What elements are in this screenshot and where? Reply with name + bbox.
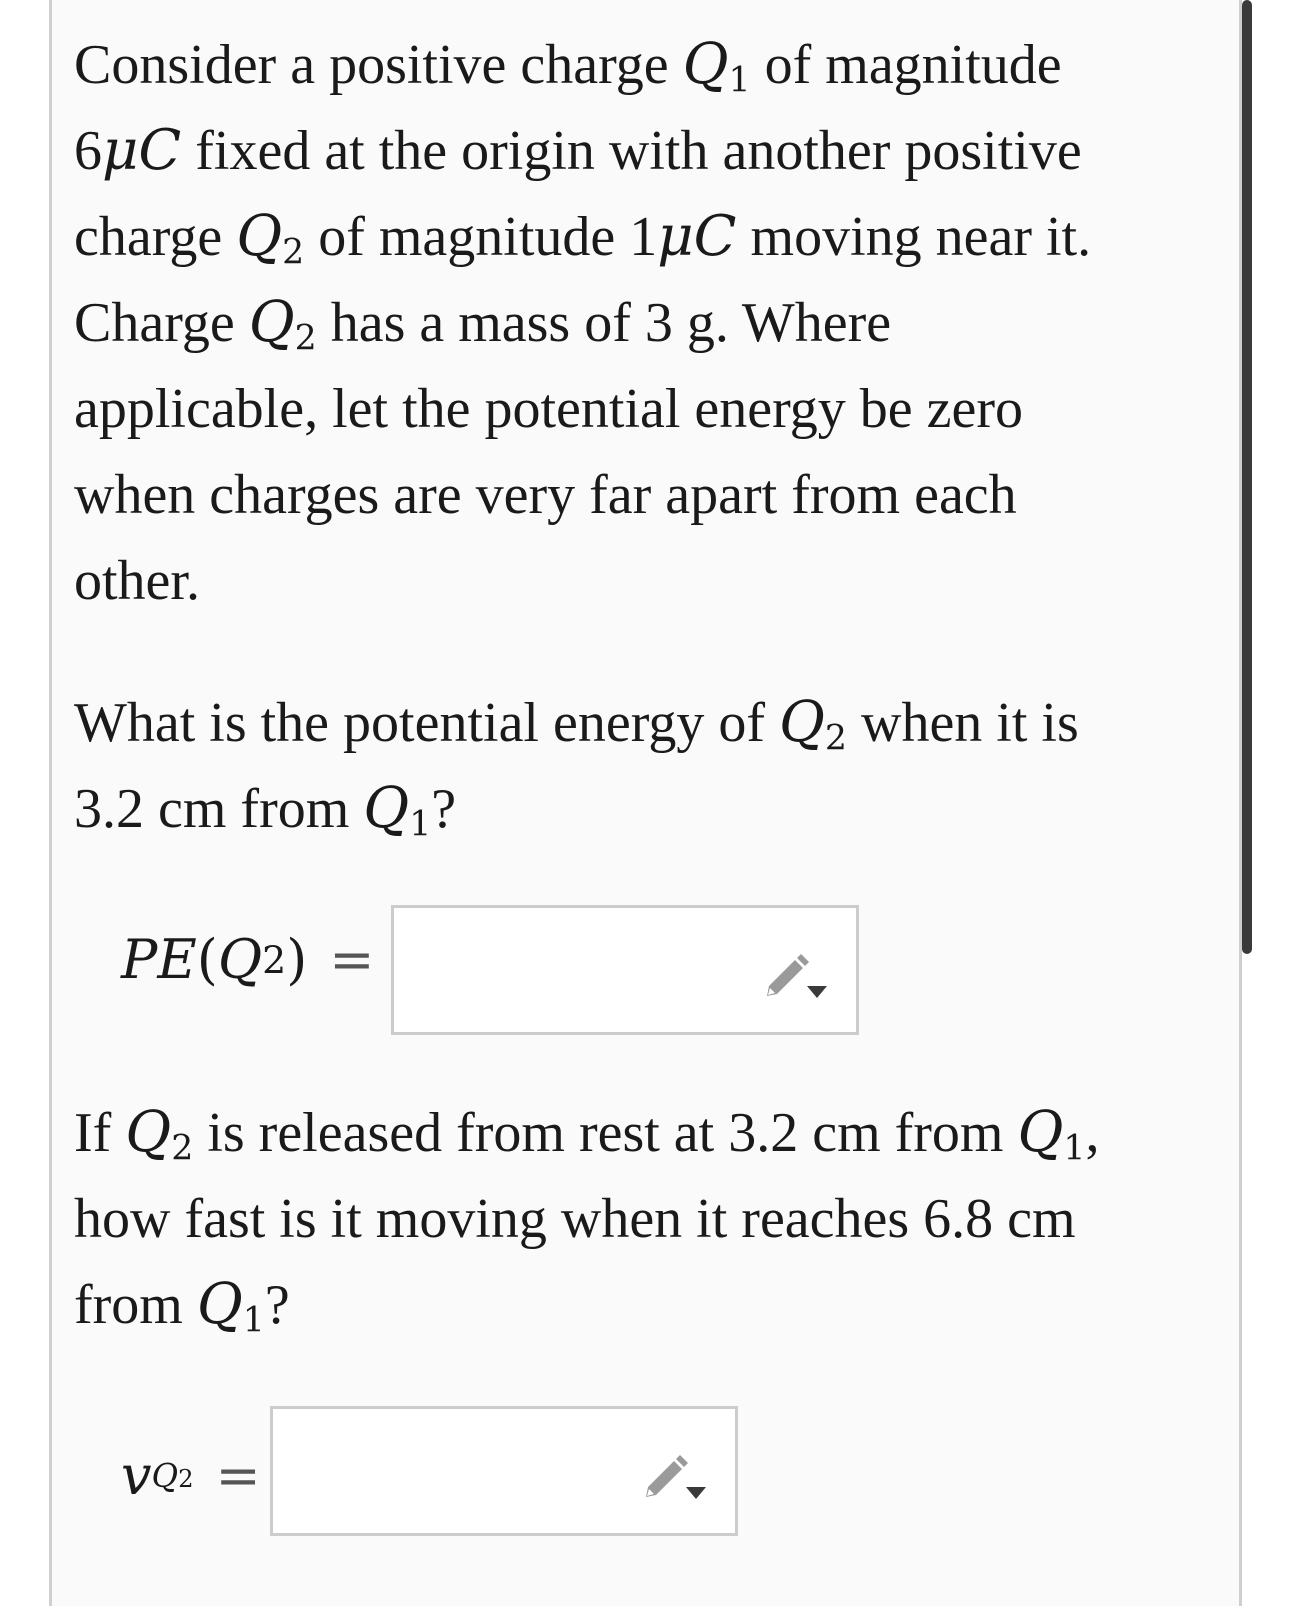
intro-text-6: has a mass of 3 g. Where applicable, let the potential energy be zero when charges are very far apart from each other. — [74, 292, 1023, 612]
q1-text-1: What is the potential energy of — [74, 692, 779, 754]
question-2-content — [74, 1090, 1134, 1348]
intro-text-4: of magnitude — [304, 206, 630, 268]
pe-q-symbol: Q — [217, 928, 263, 991]
velocity-equals: = — [215, 1444, 261, 1507]
q2-text-3: , how fast is it moving when it reaches 6.8 cm from — [74, 1102, 1100, 1336]
pe-symbol: PE — [121, 928, 197, 991]
question-content — [74, 22, 1134, 852]
q1-symbol: $Q_1$ — [682, 32, 751, 101]
pe-open-paren: ( — [196, 928, 218, 991]
q2-q2-symbol: $Q_2$ — [125, 1100, 194, 1169]
q2-text-2: is released from rest at 3.2 cm from — [193, 1102, 1018, 1164]
problem-intro — [74, 22, 1134, 624]
q2-q1-symbol-b: $Q_1$ — [196, 1272, 265, 1341]
q2-text-4: ? — [264, 1274, 290, 1336]
intro-text-2: of magnitude — [750, 34, 1062, 96]
pencil-edit-dropdown-icon-2[interactable] — [642, 1451, 708, 1501]
intro-text-3: fixed at the origin with another positive charge — [74, 120, 1082, 268]
pe-close-paren: ) — [286, 928, 308, 991]
scrollbar-thumb[interactable] — [1242, 0, 1252, 954]
q1-q1-symbol: $Q_1$ — [363, 776, 432, 845]
q1-text-3: ? — [431, 778, 457, 840]
q1-q2-symbol: $Q_2$ — [778, 690, 847, 759]
pe-label — [121, 928, 307, 991]
velocity-answer-row — [121, 1444, 261, 1507]
q2-q1-symbol: $Q_1$ — [1017, 1100, 1086, 1169]
q2-symbol-b: $Q_2$ — [248, 290, 317, 359]
unit-microcoulomb-1: μC — [102, 118, 182, 183]
pencil-edit-dropdown-icon[interactable] — [763, 950, 829, 1000]
pe-answer-row — [121, 928, 375, 991]
velocity-symbol: v — [121, 1444, 152, 1507]
intro-text-5: moving near it. Charge — [74, 206, 1092, 354]
pe-q-subscript: 2 — [262, 937, 287, 982]
magnitude-q1: 6 — [74, 120, 102, 182]
intro-text-1: Consider a positive charge — [74, 34, 683, 96]
pe-equals: = — [329, 928, 375, 991]
q1-text-2: when it is 3.2 cm from — [74, 692, 1079, 840]
magnitude-q2: 1 — [629, 206, 658, 268]
question-1-text — [74, 680, 1134, 852]
velocity-label — [121, 1444, 194, 1507]
q2-symbol: $Q_2$ — [236, 204, 305, 273]
q2-text-1: If — [74, 1102, 126, 1164]
velocity-subscript: Q2 — [151, 1456, 194, 1495]
unit-microcoulomb-2: μC — [657, 204, 737, 269]
question-2-text — [74, 1090, 1134, 1348]
